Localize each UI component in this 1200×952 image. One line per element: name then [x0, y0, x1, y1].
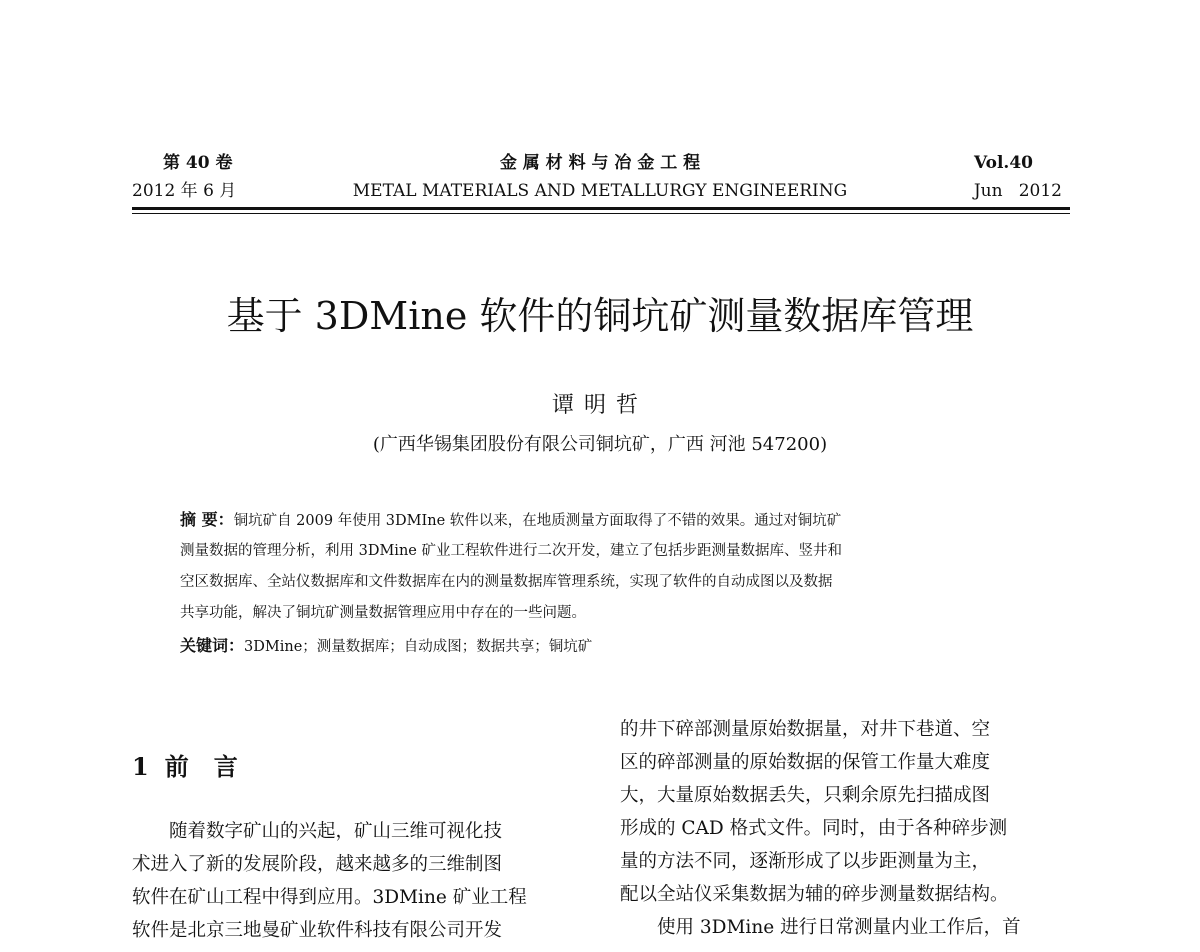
abstract-line: 空区数据库、全站仪数据库和文件数据库在内的测量数据库管理系统，实现了软件的自动成图以及数据 [180, 574, 833, 590]
keywords-line [180, 636, 1050, 657]
body-right-line: 使用 3DMine 进行日常测量内业工作后，首 [620, 917, 1021, 938]
keywords-label: 关键词： [180, 636, 245, 655]
body-right-line: 配以全站仪采集数据为辅的碎步测量数据结构。 [620, 884, 1009, 905]
body-right-line: 区的碎部测量的原始数据的保管工作量大难度 [620, 752, 991, 773]
article-affiliation: (广西华锡集团股份有限公司铜坑矿，广西 河池 547200) [372, 434, 828, 455]
body-left-line: 软件是北京三地曼矿业软件科技有限公司开发 [132, 920, 503, 941]
abstract-label: 摘 要： [180, 510, 234, 529]
header-journal-en: METAL MATERIALS AND METALLURGY ENGINEERING [352, 181, 848, 201]
body-right-line: 的井下碎部测量原始数据量，对井下巷道、空 [620, 719, 991, 740]
header-volume-en: Vol.40 [973, 153, 1033, 173]
section-heading [132, 752, 238, 782]
header-date-en: Jun 2012 [973, 181, 1062, 201]
article-title: 基于 3DMine 软件的铜坑矿测量数据库管理 [226, 294, 974, 338]
body-right-line: 大，大量原始数据丢失，只剩余原先扫描成图 [620, 785, 991, 806]
abstract-text: 铜坑矿自 2009 年使用 3DMIne 软件以来，在地质测量方面取得了不错的效果。通过对铜坑矿 [233, 513, 842, 529]
keywords-text: 3DMine；测量数据库；自动成图；数据共享；铜坑矿 [244, 639, 593, 655]
article-author: 谭明哲 [551, 393, 648, 418]
body-right-line: 量的方法不同，逐渐形成了以步距测量为主， [620, 851, 991, 872]
header-volume: 第 40 卷 [163, 153, 233, 173]
abstract-line: 测量数据的管理分析，利用 3DMine 矿业工程软件进行二次开发，建立了包括步距测量数据库、竖井和 [180, 543, 842, 559]
body-left-line: 术进入了新的发展阶段，越来越多的三维制图 [132, 854, 503, 875]
section-number: 1 [132, 752, 149, 781]
abstract-line: 共享功能，解决了铜坑矿测量数据管理应用中存在的一些问题。 [180, 605, 586, 621]
header-date-cn: 2012 年 6 月 [132, 181, 237, 201]
body-left-line: 随着数字矿山的兴起，矿山三维可视化技 [132, 821, 503, 842]
header-rule-thin [132, 213, 1070, 214]
header-rule-thick [132, 207, 1070, 210]
section-title: 前 言 [164, 752, 238, 781]
body-right-line: 形成的 CAD 格式文件。同时，由于各种碎步测 [620, 818, 1008, 839]
body-left-line: 软件在矿山工程中得到应用。3DMine 矿业工程 [132, 887, 527, 908]
abstract-line [180, 510, 1050, 531]
header-journal-cn: 金 属 材 料 与 冶 金 工 程 [499, 153, 701, 173]
